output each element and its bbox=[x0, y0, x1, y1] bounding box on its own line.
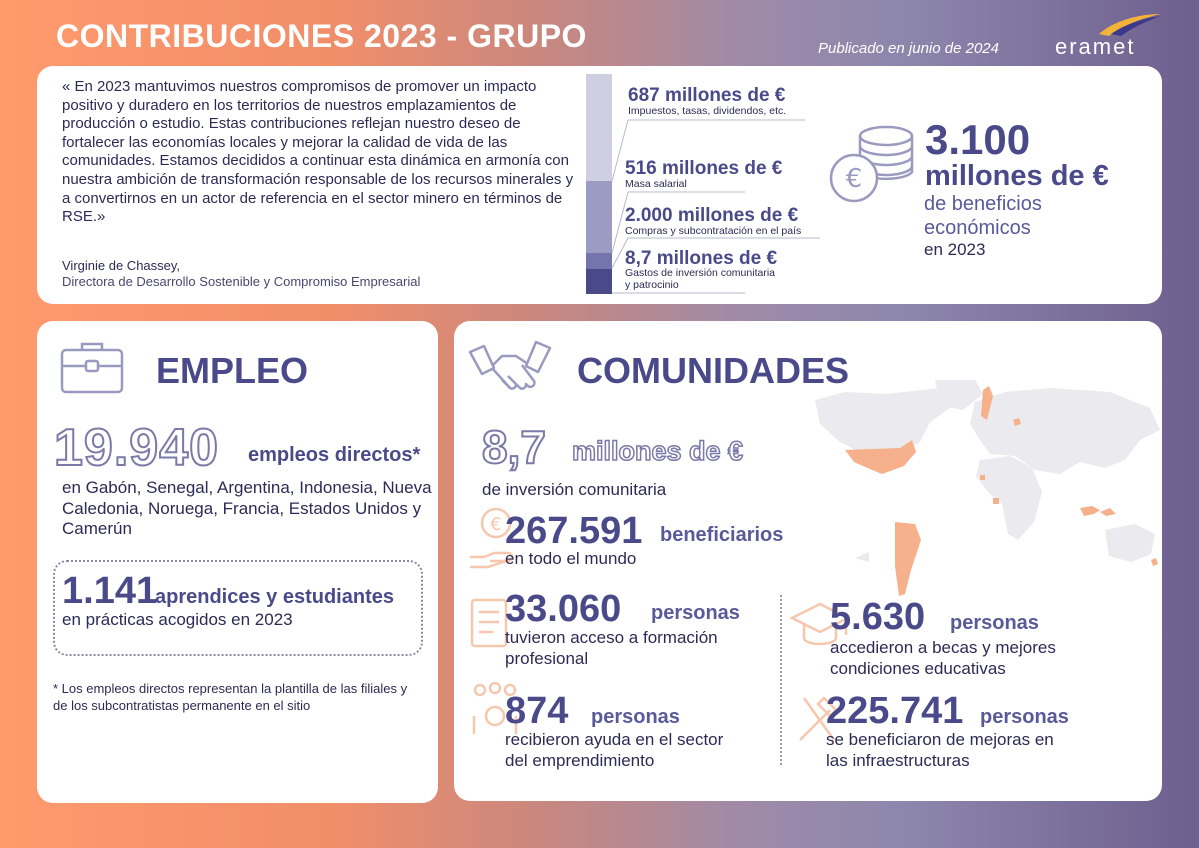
breakdown-label-salary: Masa salarial bbox=[625, 178, 687, 190]
page-title: CONTRIBUCIONES 2023 - GRUPO bbox=[56, 18, 587, 54]
employment-title: EMPLEO bbox=[156, 350, 309, 391]
investment-desc: de inversión comunitaria bbox=[482, 480, 667, 499]
infrastructure-unit: personas bbox=[980, 706, 1069, 728]
scholarship-desc-line1: accedieron a becas y mejores bbox=[830, 638, 1056, 657]
infrastructure-desc-line2: las infraestructuras bbox=[826, 751, 970, 770]
breakdown-amount-community: 8,7 millones de € bbox=[625, 248, 778, 269]
training-unit: personas bbox=[651, 602, 740, 624]
scholarship-unit: personas bbox=[950, 612, 1039, 634]
published-date: Publicado en junio de 2024 bbox=[818, 40, 999, 57]
breakdown-amount-taxes: 687 millones de € bbox=[628, 85, 786, 106]
entrepreneur-desc-line2: del emprendimiento bbox=[505, 751, 655, 770]
direct-jobs-number: 19.940 bbox=[54, 419, 220, 477]
coins-euro-icon bbox=[828, 120, 918, 210]
handshake-icon bbox=[468, 338, 552, 400]
training-number: 33.060 bbox=[505, 588, 622, 630]
employment-footnote: * Los empleos directos representan la plantilla de las filiales y de los subcontratistas permanente en el sitio bbox=[53, 681, 408, 713]
breakdown-label-community-1: Gastos de inversión comunitaria bbox=[625, 267, 775, 279]
apprentices-number: 1.141 bbox=[62, 570, 158, 612]
total-desc-line1: de beneficios bbox=[924, 193, 1042, 215]
total-desc bbox=[924, 192, 1042, 240]
direct-jobs-unit: empleos directos* bbox=[248, 444, 421, 466]
training-desc-line1: tuvieron acceso a formación bbox=[505, 628, 718, 647]
infrastructure-number: 225.741 bbox=[826, 690, 964, 732]
total-desc-line2: económicos bbox=[924, 217, 1031, 239]
training-desc bbox=[505, 627, 718, 669]
svg-text:€: € bbox=[490, 514, 502, 535]
breakdown-amount-salary: 516 millones de € bbox=[625, 158, 783, 179]
briefcase-icon bbox=[60, 340, 124, 394]
apprentices-unit: aprendices y estudiantes bbox=[155, 586, 394, 608]
document-icon bbox=[470, 598, 510, 650]
beneficiaries-number: 267.591 bbox=[505, 510, 643, 552]
total-unit: millones de € bbox=[925, 160, 1109, 192]
beneficiaries-unit: beneficiarios bbox=[660, 524, 784, 546]
infrastructure-desc bbox=[826, 729, 1054, 771]
entrepreneur-desc-line1: recibieron ayuda en el sector bbox=[505, 730, 724, 749]
breakdown-label-community-2: y patrocinio bbox=[625, 279, 679, 291]
quote-text: « En 2023 mantuvimos nuestros compromisos de promover un impacto positivo y duradero en los territorios de nuestros emplazamientos de producción o estudio. Estas contribuciones reflejan nuestro deseo de fortalecer las economías locales y mejorar la calidad de vida de las comunidades. Estamos decididos a continuar esta dinámica en armonía con nuestra ambición de transformación responsable de los recursos minerales y a convertirnos en un actor de referencia en el sector minero en términos de RSE.» bbox=[62, 78, 574, 226]
total-year: en 2023 bbox=[924, 240, 986, 259]
communities-title: COMUNIDADES bbox=[577, 350, 850, 391]
training-desc-line2: profesional bbox=[505, 649, 589, 668]
world-map bbox=[815, 380, 1160, 610]
breakdown-amount-purchases: 2.000 millones de € bbox=[625, 205, 799, 226]
quote-author-role: Directora de Desarrollo Sostenible y Compromiso Empresarial bbox=[62, 274, 421, 289]
entrepreneur-desc bbox=[505, 729, 723, 771]
breakdown-label-purchases: Compras y subcontratación en el país bbox=[625, 225, 802, 237]
scholarship-number: 5.630 bbox=[830, 596, 926, 638]
stats-separator bbox=[780, 595, 782, 765]
scholarship-desc-line2: condiciones educativas bbox=[830, 659, 1006, 678]
entrepreneur-unit: personas bbox=[591, 706, 680, 728]
logo-text: eramet bbox=[1055, 34, 1136, 59]
investment-unit: millones de € bbox=[572, 436, 744, 466]
svg-text:€: € bbox=[845, 164, 863, 194]
total-number: 3.100 bbox=[925, 116, 1031, 163]
investment-number: 8,7 bbox=[482, 421, 546, 473]
quote-author: Virginie de Chassey, bbox=[62, 258, 181, 273]
apprentices-desc: en prácticas acogidos en 2023 bbox=[62, 610, 293, 629]
beneficiaries-desc: en todo el mundo bbox=[505, 549, 637, 568]
breakdown-label-taxes: Impuestos, tasas, dividendos, etc. bbox=[628, 105, 787, 117]
scholarship-desc bbox=[830, 637, 1056, 679]
direct-jobs-countries: en Gabón, Senegal, Argentina, Indonesia, Nueva Caledonia, Noruega, Francia, Estados Unidos y Camerún bbox=[62, 478, 432, 538]
infrastructure-desc-line1: se beneficiaron de mejoras en bbox=[826, 730, 1054, 749]
entrepreneur-number: 874 bbox=[505, 690, 569, 732]
